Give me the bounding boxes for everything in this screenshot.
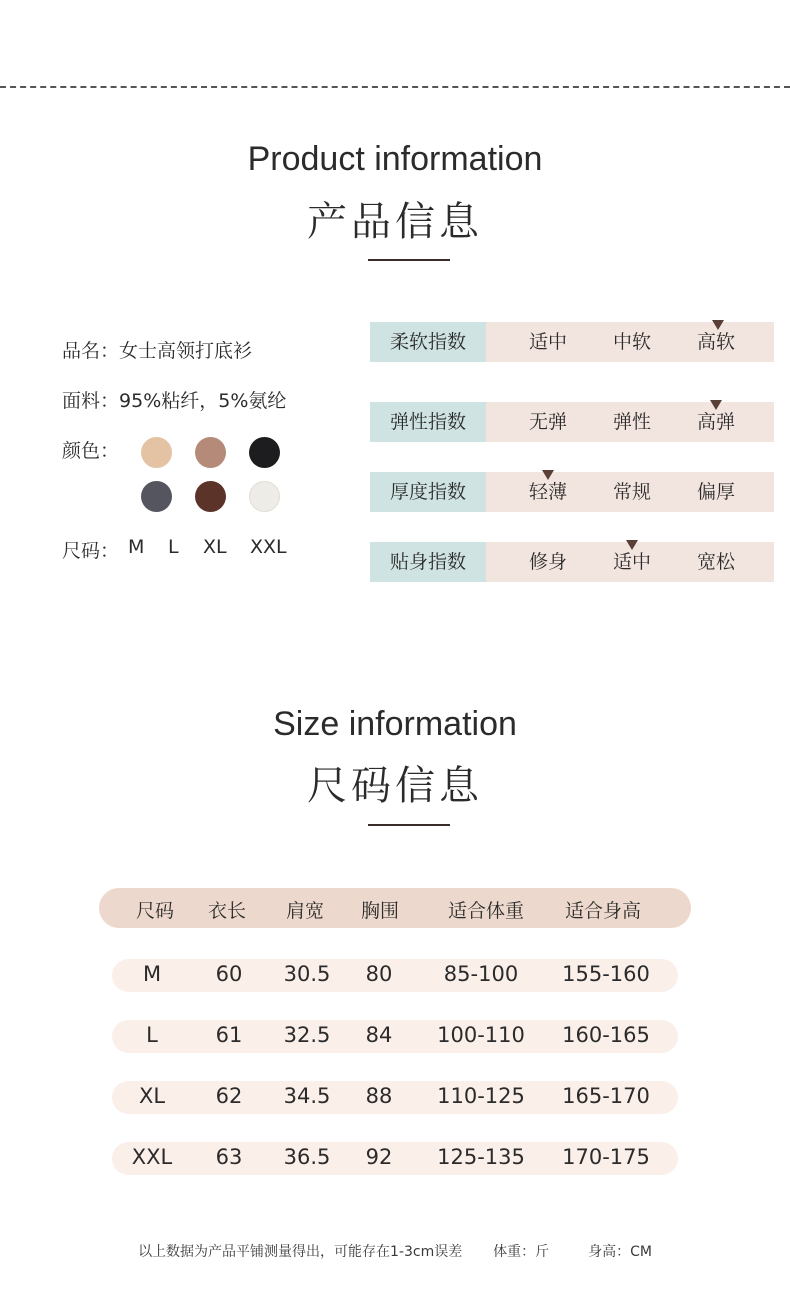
rating-marker-icon <box>626 540 638 550</box>
size-table-cell: 155-160 <box>562 962 650 986</box>
rating-option: 宽松 <box>696 551 735 573</box>
size-table-cell: 84 <box>365 1023 393 1047</box>
size-table-cell: 100-110 <box>437 1023 525 1047</box>
size-option[interactable]: XXL <box>250 536 287 558</box>
color-swatch[interactable] <box>249 481 280 512</box>
size-table-cell: 125-135 <box>437 1145 525 1169</box>
size-table-cell: 60 <box>215 962 243 986</box>
color-swatch[interactable] <box>141 481 172 512</box>
rating-bar <box>370 472 774 512</box>
rating-option: 无弹 <box>528 411 567 433</box>
product-fabric-value: 95%粘纤，5%氨纶 <box>119 390 287 412</box>
size-table-cell: 36.5 <box>283 1145 331 1169</box>
rating-marker-icon <box>712 320 724 330</box>
footer-note-row <box>0 1241 790 1261</box>
size-table-cell: M <box>142 962 162 986</box>
size-option[interactable]: L <box>168 536 179 558</box>
size-table-cell: 61 <box>215 1023 243 1047</box>
product-fabric-label: 面料： <box>62 390 120 412</box>
size-section-title-cn: 尺码信息 <box>307 763 483 809</box>
color-swatch[interactable] <box>195 437 226 468</box>
footer-weight-unit: 体重：斤 <box>493 1244 550 1260</box>
size-section-underline <box>368 824 450 826</box>
rating-bar <box>370 322 774 362</box>
size-table-cell: XL <box>138 1084 166 1108</box>
size-table-header-cell: 胸围 <box>360 900 399 922</box>
color-swatch[interactable] <box>141 437 172 468</box>
size-table-cell: 85-100 <box>443 962 519 986</box>
product-section-title-en: Product information <box>247 140 543 178</box>
size-table-cell: 110-125 <box>437 1084 525 1108</box>
rating-option: 高弹 <box>696 411 735 433</box>
rating-marker-icon <box>710 400 722 410</box>
footer-note: 以上数据为产品平铺测量得出，可能存在1-3cm误差 <box>138 1244 463 1260</box>
product-name-row <box>62 336 252 363</box>
size-table-cell: 165-170 <box>562 1084 650 1108</box>
product-section-underline <box>368 259 450 261</box>
product-color-label: 颜色： <box>62 440 120 462</box>
rating-bar <box>370 542 774 582</box>
size-table-cell: 160-165 <box>562 1023 650 1047</box>
size-section-title-en: Size information <box>273 705 517 743</box>
rating-option: 适中 <box>528 331 567 353</box>
rating-option: 修身 <box>528 551 567 573</box>
size-table-cell: XXL <box>131 1145 173 1169</box>
size-table-cell: 92 <box>365 1145 393 1169</box>
rating-option: 高软 <box>696 331 735 353</box>
rating-label: 厚度指数 <box>370 472 486 512</box>
size-table-header-cell: 适合身高 <box>564 900 641 922</box>
rating-option: 偏厚 <box>696 481 735 503</box>
rating-bar <box>370 402 774 442</box>
product-fabric-row <box>62 386 286 413</box>
size-table-cell: L <box>146 1023 158 1047</box>
size-table-cell: 30.5 <box>283 962 331 986</box>
rating-label: 柔软指数 <box>370 322 486 362</box>
rating-option: 弹性 <box>612 411 651 433</box>
product-size-label: 尺码： <box>62 540 120 562</box>
size-table-cell: 62 <box>215 1084 243 1108</box>
size-table-cell: 88 <box>365 1084 393 1108</box>
product-section-title-cn: 产品信息 <box>307 199 483 245</box>
size-table-header-cell: 尺码 <box>135 900 174 922</box>
size-table-header-cell: 肩宽 <box>285 900 324 922</box>
footer-height-unit: 身高：CM <box>588 1244 652 1260</box>
size-table-header-cell: 适合体重 <box>447 900 524 922</box>
size-table-cell: 80 <box>365 962 393 986</box>
size-table-cell: 170-175 <box>562 1145 650 1169</box>
product-name-value: 女士高领打底衫 <box>119 340 253 362</box>
size-option[interactable]: XL <box>203 536 227 558</box>
size-option[interactable]: M <box>128 536 145 558</box>
size-table-header-cell: 衣长 <box>207 900 246 922</box>
rating-marker-icon <box>542 470 554 480</box>
rating-label: 贴身指数 <box>370 542 486 582</box>
top-dashed-divider <box>0 86 790 88</box>
size-table-cell: 34.5 <box>283 1084 331 1108</box>
product-name-label: 品名： <box>62 340 120 362</box>
rating-option: 适中 <box>612 551 651 573</box>
rating-option: 轻薄 <box>528 481 567 503</box>
color-swatch[interactable] <box>195 481 226 512</box>
size-table-cell: 63 <box>215 1145 243 1169</box>
color-swatch[interactable] <box>249 437 280 468</box>
rating-option: 常规 <box>612 481 651 503</box>
rating-option: 中软 <box>612 331 651 353</box>
size-table-cell: 32.5 <box>283 1023 331 1047</box>
rating-label: 弹性指数 <box>370 402 486 442</box>
